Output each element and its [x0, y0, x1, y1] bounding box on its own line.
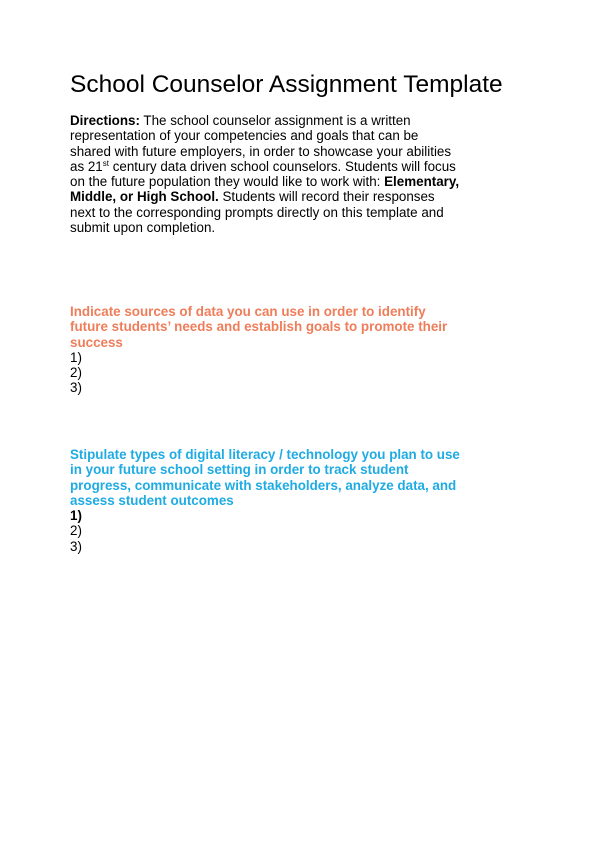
response-item: 3): [70, 538, 82, 554]
directions-text: on the future population they would like to work with:: [70, 174, 385, 190]
response-item: 1): [70, 349, 82, 365]
section-heading: [70, 447, 540, 508]
directions-line: [70, 113, 540, 128]
directions-text: as 21: [70, 158, 103, 174]
section-heading-line: Indicate sources of data you can use in order to identify: [70, 304, 426, 319]
directions-line: [70, 174, 540, 189]
response-item: 2): [70, 365, 82, 381]
directions-text: The school counselor assignment is a written: [139, 113, 411, 128]
directions-line: submit upon completion.: [70, 220, 216, 236]
response-item: 1): [70, 508, 82, 524]
directions-line: representation of your competencies and goals that can be: [70, 128, 419, 144]
section-heading-line: progress, communicate with stakeholders, analyze data, and: [70, 477, 457, 493]
section-heading-line: future students’ needs and establish goals to promote their: [70, 319, 448, 335]
directions-line: shared with future employers, in order to showcase your abilities: [70, 143, 452, 159]
section-heading-line: in your future school setting in order to track student: [70, 462, 409, 478]
section-heading-line: assess student outcomes: [70, 492, 234, 508]
directions-text: Students will record their responses: [218, 189, 435, 205]
section-heading-line: success: [70, 334, 123, 350]
directions-paragraph: [70, 113, 540, 235]
directions-line: [70, 159, 540, 174]
page-title: School Counselor Assignment Template: [70, 71, 503, 98]
section-heading: [70, 304, 540, 350]
directions-label: Directions:: [70, 113, 140, 128]
data-sources-section: [70, 304, 540, 396]
school-levels-text: Middle, or High School.: [70, 189, 219, 205]
ordinal-superscript: st: [102, 158, 109, 168]
directions-text: century data driven school counselors. Students will focus: [109, 158, 456, 174]
school-levels-text: Elementary,: [384, 174, 460, 190]
directions-line: [70, 189, 540, 204]
response-item: 2): [70, 523, 82, 539]
section-heading-line: Stipulate types of digital literacy / technology you plan to use: [70, 447, 460, 462]
directions-line: next to the corresponding prompts directly on this template and: [70, 204, 444, 220]
digital-literacy-section: [70, 447, 540, 554]
response-item: 3): [70, 380, 82, 396]
